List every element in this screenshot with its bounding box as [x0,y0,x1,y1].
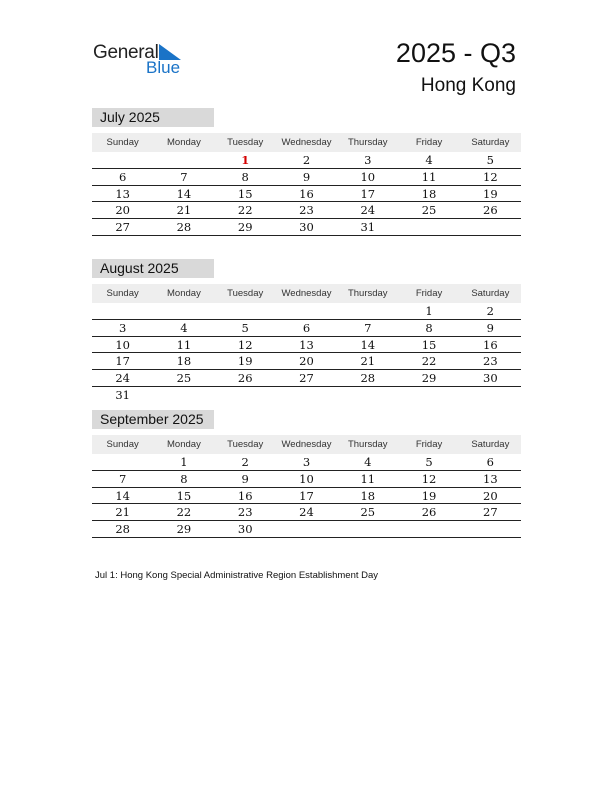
day-cell: 8 [425,320,433,335]
day-cell: 23 [299,203,314,218]
weekday-label: Wednesday [281,137,332,148]
day-cell: 13 [299,337,314,352]
day-cell: 23 [237,505,253,520]
day-cell: 1 [425,304,433,318]
month-block-august [92,259,521,404]
day-cell: 19 [237,354,253,369]
day-cell: 25 [421,203,437,218]
day-cell: 4 [180,320,188,335]
weekday-label: Wednesday [281,288,332,299]
day-cell: 7 [180,169,188,184]
week-row [92,370,521,387]
day-cell [460,387,521,404]
day-cell: 1 [180,455,188,469]
day-cell: 3 [364,153,372,167]
day-cell: 26 [421,505,437,520]
day-cell: 9 [486,320,494,335]
weekday-label: Sunday [106,288,139,299]
day-cell: 12 [483,169,498,184]
week-row [92,504,521,521]
day-cell: 22 [237,203,253,218]
day-cell [460,521,521,537]
day-cell [460,219,521,235]
weekday-header-row [92,284,521,303]
day-cell: 19 [483,186,498,201]
day-cell: 6 [486,455,494,469]
day-cell [92,454,153,470]
weekday-label: Friday [415,439,443,450]
week-row [92,521,521,538]
week-row [92,202,521,219]
day-cell [153,152,214,168]
day-cell: 22 [176,505,192,520]
day-cell: 5 [425,455,433,469]
weekday-header-row [92,435,521,454]
logo-text-blue: Blue [146,58,181,77]
month-block-july [92,108,521,236]
day-cell: 29 [176,522,192,537]
day-cell: 11 [360,471,376,486]
week-row [92,337,521,354]
day-cell: 16 [483,337,498,352]
day-cell: 31 [115,387,130,402]
week-row [92,454,521,471]
weekday-header-row [92,133,521,152]
day-cell: 29 [237,220,253,235]
day-cell: 16 [299,186,314,201]
week-row [92,471,521,488]
day-cell: 22 [421,354,437,369]
day-cell: 9 [302,169,311,184]
weekday-label: Thursday [347,288,388,299]
week-row [92,488,521,505]
weekday-label: Wednesday [281,439,332,450]
weekday-label: Saturday [471,288,510,299]
day-cell: 17 [115,354,130,369]
weekday-label: Friday [415,288,443,299]
day-cell: 17 [360,186,376,201]
day-cell: 7 [364,320,372,335]
day-cell: 5 [486,153,494,167]
day-cell: 13 [115,186,130,201]
week-row [92,353,521,370]
day-cell: 31 [360,220,376,235]
day-cell: 10 [115,337,130,352]
weekday-label: Monday [167,439,201,450]
day-cell: 24 [299,505,314,520]
day-cell: 6 [118,169,127,184]
day-cell: 2 [302,153,311,167]
day-cell: 20 [299,354,314,369]
day-cell [153,303,214,319]
day-cell [337,521,398,537]
day-cell: 12 [237,337,253,352]
day-cell: 11 [421,169,437,184]
day-cell [92,152,153,168]
day-cell [215,387,276,404]
day-cell [398,521,459,537]
weekday-label: Saturday [471,137,510,148]
day-cell: 19 [421,488,437,503]
day-cell: 26 [237,371,253,386]
day-cell: 10 [360,169,376,184]
day-cell: 23 [483,354,498,369]
day-cell: 20 [115,203,130,218]
day-cell [276,387,337,404]
week-row [92,387,521,404]
day-cell [398,219,459,235]
day-cell: 18 [360,488,376,503]
day-cell: 10 [299,471,314,486]
day-cell: 2 [486,304,494,318]
day-cell: 17 [299,488,314,503]
weekday-label: Friday [415,137,443,148]
day-cell: 8 [180,471,188,486]
day-cell: 4 [364,455,372,469]
weekday-label: Thursday [347,137,388,148]
day-cell: 11 [176,337,192,352]
day-cell: 20 [483,488,498,503]
day-cell [276,521,337,537]
page-title: 2025 - Q3 [395,38,516,68]
day-cell: 14 [176,186,192,201]
day-cell: 3 [302,455,311,469]
day-cell: 27 [299,371,314,386]
day-cell: 21 [176,203,192,218]
weekday-label: Sunday [106,137,139,148]
day-cell: 30 [237,522,253,537]
day-cell: 13 [483,471,498,486]
day-cell: 4 [425,153,433,167]
month-title: July 2025 [92,108,214,127]
day-cell: 5 [241,320,249,335]
weekday-label: Sunday [106,439,139,450]
day-cell: 14 [115,488,130,503]
month-title: September 2025 [92,410,214,429]
day-cell: 8 [241,169,249,184]
day-cell: 18 [176,354,192,369]
week-row [92,152,521,169]
day-cell: 2 [241,455,249,469]
day-cell: 25 [360,505,376,520]
page-subtitle: Hong Kong [420,75,516,96]
day-cell: 25 [176,371,192,386]
day-cell: 7 [118,471,127,486]
week-row [92,303,521,320]
month-title: August 2025 [92,259,214,278]
day-cell: 21 [360,354,376,369]
logo-text-general: General [93,42,159,63]
day-cell [92,303,153,319]
day-cell: 15 [421,337,437,352]
day-cell [153,387,214,404]
day-cell: 30 [483,371,498,386]
day-cell: 27 [483,505,498,520]
weekday-label: Saturday [471,439,510,450]
weekday-label: Tuesday [227,288,264,299]
day-cell: 30 [299,220,314,235]
week-row [92,320,521,337]
day-cell: 28 [176,220,192,235]
day-cell: 29 [421,371,437,386]
day-cell: 1 [241,153,250,167]
week-row [92,186,521,203]
day-cell: 24 [360,203,376,218]
week-row [92,219,521,236]
holiday-note: Jul 1: Hong Kong Special Administrative Region Establishment Day [95,570,379,581]
day-cell: 6 [302,320,311,335]
day-cell [215,303,276,319]
weekday-label: Tuesday [227,439,264,450]
generalblue-logo [93,42,193,78]
weekday-label: Monday [167,137,201,148]
day-cell: 27 [115,220,130,235]
week-row [92,169,521,186]
day-cell: 21 [115,505,130,520]
weekday-label: Tuesday [227,137,264,148]
day-cell: 15 [237,186,253,201]
day-cell: 9 [241,471,249,486]
day-cell [337,303,398,319]
weekday-label: Thursday [347,439,388,450]
day-cell [337,387,398,404]
day-cell: 26 [483,203,498,218]
day-cell: 18 [421,186,437,201]
day-cell [398,387,459,404]
day-cell: 28 [360,371,376,386]
day-cell: 16 [237,488,253,503]
day-cell: 14 [360,337,376,352]
month-block-september [92,410,521,538]
day-cell: 28 [115,522,130,537]
day-cell: 3 [118,320,127,335]
day-cell: 15 [176,488,192,503]
day-cell [276,303,337,319]
weekday-label: Monday [167,288,201,299]
day-cell: 12 [421,471,437,486]
day-cell: 24 [115,371,130,386]
